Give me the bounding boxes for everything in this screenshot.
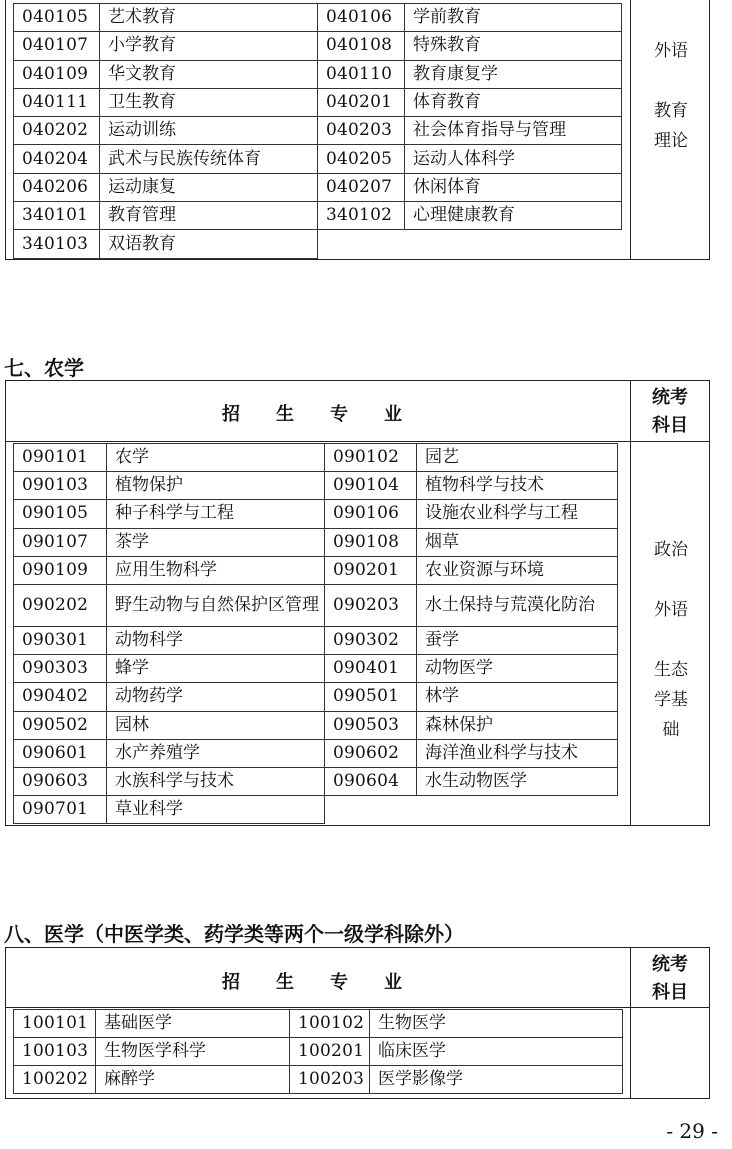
section-eight-header-side — [632, 951, 708, 1007]
major-code: 090602 — [325, 739, 417, 767]
major-code: 090203 — [325, 584, 417, 626]
table-row — [14, 60, 622, 88]
major-name: 蜂学 — [107, 655, 325, 683]
major-code: 090106 — [325, 500, 417, 528]
subject-item: 础 — [662, 720, 680, 740]
empty-cell — [325, 796, 618, 824]
major-name: 林学 — [417, 683, 618, 711]
subject-item: 教育 — [654, 101, 688, 121]
empty-cell — [318, 230, 622, 258]
major-code: 340101 — [14, 202, 100, 230]
section-six-divider — [630, 0, 631, 260]
major-code: 040201 — [318, 88, 405, 116]
table-row — [14, 796, 618, 824]
major-code: 040105 — [14, 4, 100, 32]
table-row — [14, 472, 618, 500]
major-name: 园艺 — [417, 444, 618, 472]
major-code: 040107 — [14, 32, 100, 60]
major-code: 040205 — [318, 145, 405, 173]
major-name: 园林 — [107, 711, 325, 739]
major-name: 卫生教育 — [100, 88, 318, 116]
table-row — [14, 711, 618, 739]
table-row — [14, 683, 618, 711]
table-row — [14, 1010, 623, 1038]
major-name: 心理健康教育 — [405, 202, 622, 230]
major-code: 090102 — [325, 444, 417, 472]
section-seven-title: 七、农学 — [4, 356, 84, 380]
table-row — [14, 32, 622, 60]
major-code: 090601 — [14, 739, 107, 767]
section-seven-major-grid — [13, 443, 618, 824]
major-name: 草业科学 — [107, 796, 325, 824]
table-row — [14, 444, 618, 472]
subject-item: 生态 — [654, 660, 688, 680]
major-code: 090502 — [14, 711, 107, 739]
section-eight-header-main: 招 生 专 业 — [222, 972, 402, 993]
major-name: 动物科学 — [107, 626, 325, 654]
major-code: 340102 — [318, 202, 405, 230]
major-name: 设施农业科学与工程 — [417, 500, 618, 528]
major-code: 040109 — [14, 60, 100, 88]
table-row — [14, 655, 618, 683]
major-code: 040111 — [14, 88, 100, 116]
major-name: 武术与民族传统体育 — [100, 145, 318, 173]
table-row — [14, 117, 622, 145]
major-code: 100203 — [290, 1066, 370, 1094]
major-name: 麻醉学 — [96, 1066, 290, 1094]
section-eight-major-grid — [13, 1009, 623, 1094]
major-name: 特殊教育 — [405, 32, 622, 60]
major-code: 090301 — [14, 626, 107, 654]
major-code: 090401 — [325, 655, 417, 683]
table-row — [14, 4, 622, 32]
subject-item: 政治 — [654, 540, 688, 560]
major-name: 动物药学 — [107, 683, 325, 711]
major-name: 华文教育 — [100, 60, 318, 88]
section-eight-title: 八、医学（中医学类、药学类等两个一级学科除外） — [4, 922, 464, 946]
subject-item: 外语 — [654, 41, 688, 61]
major-name: 野生动物与自然保护区管理 — [107, 584, 325, 626]
major-code: 090303 — [14, 655, 107, 683]
major-name: 应用生物科学 — [107, 556, 325, 584]
table-row — [14, 145, 622, 173]
major-name: 休闲体育 — [405, 173, 622, 201]
table-row — [14, 767, 618, 795]
section-six-subjects — [632, 36, 710, 156]
section-seven-header-rule — [5, 441, 710, 442]
subject-item: 理论 — [654, 131, 688, 151]
major-name: 茶学 — [107, 528, 325, 556]
major-code: 100101 — [14, 1010, 96, 1038]
major-name: 运动人体科学 — [405, 145, 622, 173]
section-six-major-grid — [13, 3, 622, 259]
major-code: 040203 — [318, 117, 405, 145]
major-code: 100202 — [14, 1066, 96, 1094]
table-row — [14, 202, 622, 230]
header-side-line: 科目 — [652, 415, 688, 436]
major-name: 海洋渔业科学与技术 — [417, 739, 618, 767]
major-name: 动物医学 — [417, 655, 618, 683]
major-name: 蚕学 — [417, 626, 618, 654]
major-name: 基础医学 — [96, 1010, 290, 1038]
subject-item: 外语 — [654, 600, 688, 620]
major-code: 040202 — [14, 117, 100, 145]
major-name: 森林保护 — [417, 711, 618, 739]
table-row — [14, 556, 618, 584]
section-seven-divider — [630, 380, 631, 826]
major-code: 090107 — [14, 528, 107, 556]
major-name: 水产养殖学 — [107, 739, 325, 767]
header-side-line: 统考 — [652, 954, 688, 975]
header-side-line: 科目 — [652, 982, 688, 1003]
major-code: 090105 — [14, 500, 107, 528]
table-row — [14, 1038, 623, 1066]
table-row — [14, 739, 618, 767]
major-code: 090201 — [325, 556, 417, 584]
major-name: 水生动物医学 — [417, 767, 618, 795]
major-code: 090109 — [14, 556, 107, 584]
table-row — [14, 88, 622, 116]
table-row — [14, 626, 618, 654]
major-code: 040207 — [318, 173, 405, 201]
major-code: 090603 — [14, 767, 107, 795]
major-name: 社会体育指导与管理 — [405, 117, 622, 145]
major-code: 090202 — [14, 584, 107, 626]
table-row — [14, 500, 618, 528]
major-code: 340103 — [14, 230, 100, 258]
major-code: 090103 — [14, 472, 107, 500]
section-seven-subjects — [632, 535, 710, 745]
major-name: 植物保护 — [107, 472, 325, 500]
subject-item: 学基 — [654, 690, 688, 710]
major-name: 教育管理 — [100, 202, 318, 230]
major-name: 生物医学科学 — [96, 1038, 290, 1066]
major-name: 农学 — [107, 444, 325, 472]
major-name: 体育教育 — [405, 88, 622, 116]
major-code: 090501 — [325, 683, 417, 711]
major-code: 090503 — [325, 711, 417, 739]
major-name: 小学教育 — [100, 32, 318, 60]
major-name: 水土保持与荒漠化防治 — [417, 584, 618, 626]
major-code: 040106 — [318, 4, 405, 32]
section-eight-header-rule — [5, 1007, 710, 1008]
major-code: 100201 — [290, 1038, 370, 1066]
major-code: 090302 — [325, 626, 417, 654]
major-name: 烟草 — [417, 528, 618, 556]
major-name: 运动训练 — [100, 117, 318, 145]
table-row — [14, 584, 618, 626]
table-row — [14, 528, 618, 556]
major-code: 090402 — [14, 683, 107, 711]
major-code: 040110 — [318, 60, 405, 88]
major-code: 090108 — [325, 528, 417, 556]
major-name: 教育康复学 — [405, 60, 622, 88]
major-name: 生物医学 — [370, 1010, 623, 1038]
major-code: 090701 — [14, 796, 107, 824]
major-code: 040206 — [14, 173, 100, 201]
major-name: 农业资源与环境 — [417, 556, 618, 584]
section-seven-header-main: 招 生 专 业 — [222, 404, 402, 425]
major-name: 植物科学与技术 — [417, 472, 618, 500]
section-seven-header-side — [632, 384, 708, 440]
major-name: 双语教育 — [100, 230, 318, 258]
major-code: 100102 — [290, 1010, 370, 1038]
major-name: 学前教育 — [405, 4, 622, 32]
major-name: 运动康复 — [100, 173, 318, 201]
table-row — [14, 173, 622, 201]
section-eight-divider — [630, 947, 631, 1099]
table-row — [14, 1066, 623, 1094]
major-name: 临床医学 — [370, 1038, 623, 1066]
major-code: 090101 — [14, 444, 107, 472]
major-code: 090604 — [325, 767, 417, 795]
major-name: 艺术教育 — [100, 4, 318, 32]
major-name: 医学影像学 — [370, 1066, 623, 1094]
major-name: 种子科学与工程 — [107, 500, 325, 528]
major-code: 040108 — [318, 32, 405, 60]
page-number: - 29 - — [666, 1119, 718, 1143]
table-row — [14, 230, 622, 258]
major-code: 040204 — [14, 145, 100, 173]
header-side-line: 统考 — [652, 387, 688, 408]
major-name: 水族科学与技术 — [107, 767, 325, 795]
major-code: 100103 — [14, 1038, 96, 1066]
major-code: 090104 — [325, 472, 417, 500]
